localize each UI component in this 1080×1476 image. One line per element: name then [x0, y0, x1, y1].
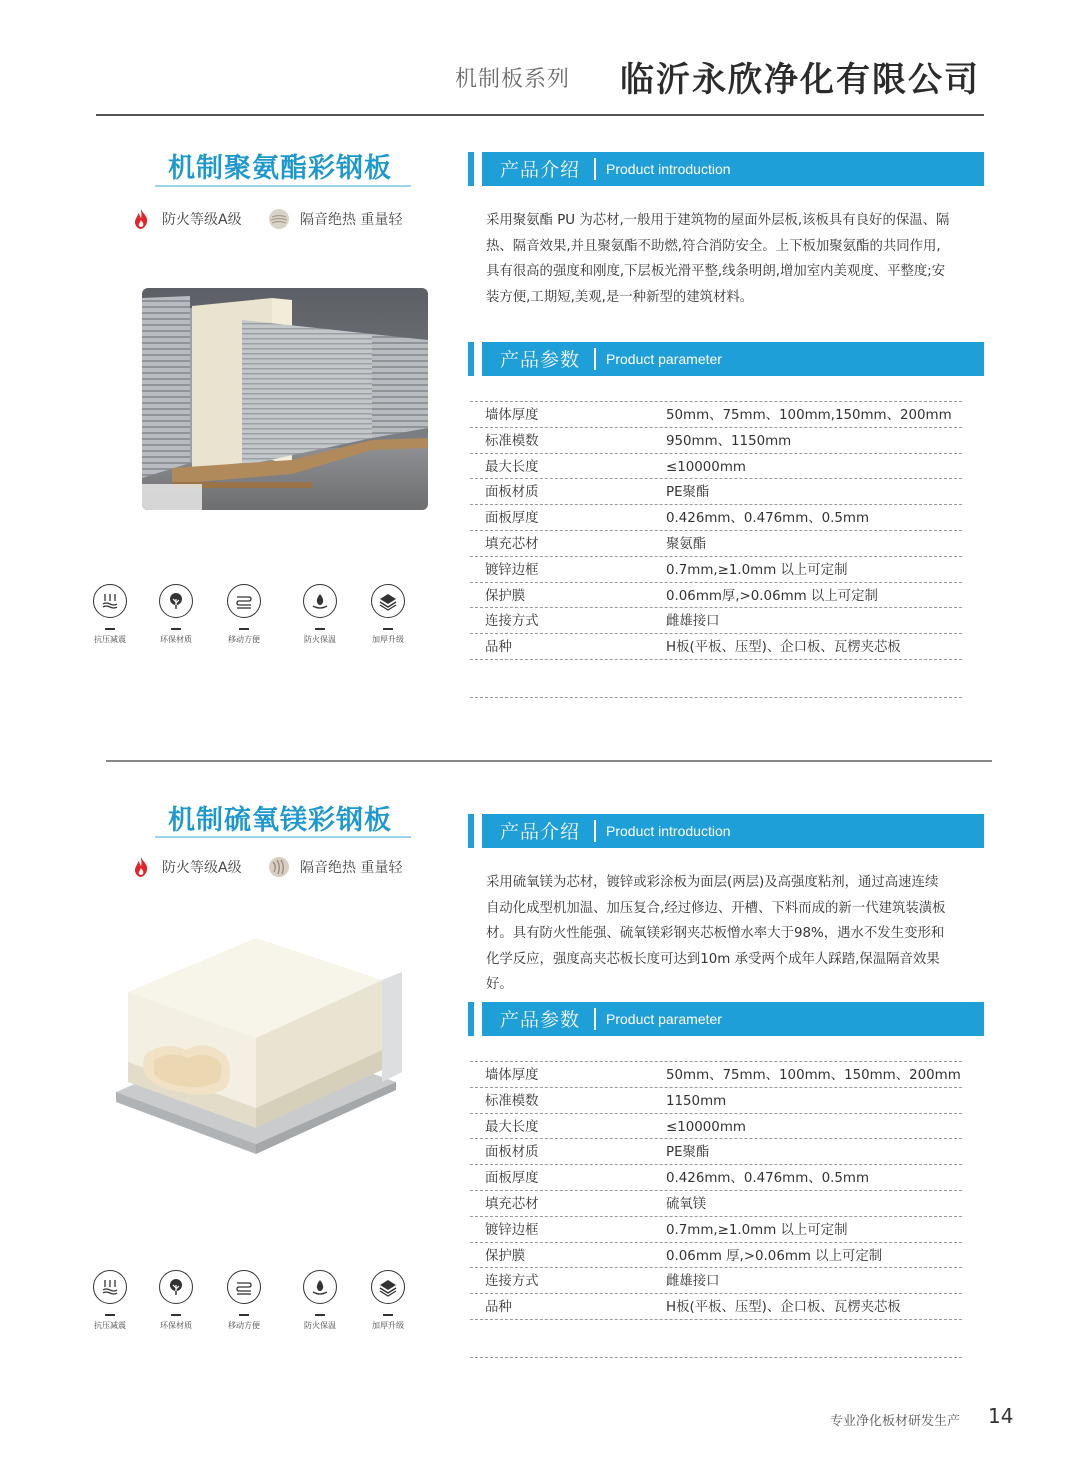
- param-row: 填充芯材 硫氧镁: [470, 1191, 962, 1217]
- feature-label: 防火等级A级: [162, 860, 242, 876]
- intro-line: 采用硫氧镁为芯材，镀锌或彩涂板为面层(两层)及高强度粘剂，通过高速连续: [486, 875, 939, 890]
- param-table: [470, 1052, 962, 1358]
- param-row: 镀锌边框 0.7mm,≥1.0mm 以上可定制: [470, 1217, 962, 1243]
- intro-header-bar: [468, 814, 984, 848]
- param-row: 面板厚度 0.426mm、0.476mm、0.5mm: [470, 505, 962, 531]
- intro-line: 具有很高的强度和刚度,下层板光滑平整,线条明朗,增加室内美观度、平整度;安: [486, 264, 946, 280]
- product-intro: [486, 870, 976, 998]
- section-divider: [106, 760, 992, 762]
- product-intro: [486, 208, 976, 310]
- param-row: 连接方式 雌雄接口: [470, 608, 962, 634]
- intro-line: 热、隔音效果,并且聚氨酯不助燃,符合消防安全。上下板加聚氨酯的共同作用,: [486, 238, 941, 254]
- footer-tagline: 专业净化板材研发生产: [830, 1414, 961, 1429]
- param-table: [470, 392, 962, 698]
- feature-icon-item: [88, 584, 132, 645]
- icon-label: 抗压减震: [94, 634, 126, 644]
- param-header-cn: 产品参数: [500, 1009, 581, 1031]
- param-row: 品种 H板(平板、压型)、企口板、瓦楞夹芯板: [470, 1294, 962, 1320]
- product-photo-pu-panels: [142, 288, 428, 510]
- thicken-icon: [371, 584, 405, 618]
- intro-header-cn: 产品介绍: [500, 821, 581, 843]
- param-row: 保护膜 0.06mm厚,>0.06mm 以上可定制: [470, 583, 962, 609]
- feature-icon-row: [88, 584, 428, 654]
- icon-label: 加厚升级: [372, 1320, 404, 1330]
- pressure-icon: [93, 584, 127, 618]
- feature-icon-item: [88, 1270, 132, 1331]
- sound-insulation-icon: [268, 208, 290, 230]
- feature-icon-item: [222, 1270, 266, 1331]
- feature-sound-insulation: [268, 208, 402, 230]
- thicken-icon: [371, 1270, 405, 1304]
- pressure-icon: [93, 1270, 127, 1304]
- icon-label: 加厚升级: [372, 634, 404, 644]
- param-row: 填充芯材 聚氨酯: [470, 531, 962, 557]
- page-number: 14: [988, 1404, 1014, 1428]
- feature-icon-item: [366, 1270, 410, 1331]
- feature-icon-item: [298, 1270, 342, 1331]
- title-underline: [155, 836, 411, 838]
- intro-line: 化学反应，强度高夹芯板长度可达到10m 承受两个成年人踩踏,保温隔音效果: [486, 951, 940, 967]
- icon-label: 防火保温: [304, 634, 336, 644]
- param-row: 面板材质 PE聚酯: [470, 479, 962, 505]
- icon-label: 防火保温: [304, 1320, 336, 1330]
- product-title: 机制硫氧镁彩钢板: [168, 805, 392, 836]
- param-row: 面板厚度 0.426mm、0.476mm、0.5mm: [470, 1165, 962, 1191]
- feature-fire-rating: [130, 208, 242, 230]
- param-row: 最大长度 ≤10000mm: [470, 454, 962, 480]
- param-header-bar: [468, 1002, 984, 1036]
- icon-label: 移动方便: [228, 634, 260, 644]
- product-title: 机制聚氨酯彩钢板: [168, 153, 392, 184]
- param-row: 品种 H板(平板、压型)、企口板、瓦楞夹芯板: [470, 634, 962, 660]
- param-row: 连接方式 雌雄接口: [470, 1268, 962, 1294]
- feature-label: 防火等级A级: [162, 212, 242, 228]
- intro-header-en: Product introduction: [606, 823, 731, 839]
- eco-icon: [159, 1270, 193, 1304]
- eco-icon: [159, 584, 193, 618]
- icon-label: 抗压减震: [94, 1320, 126, 1330]
- install-icon: [227, 584, 261, 618]
- param-header-en: Product parameter: [606, 1011, 722, 1027]
- param-row: 镀锌边框 0.7mm,≥1.0mm 以上可定制: [470, 557, 962, 583]
- product-section-mgo: [0, 772, 1080, 1412]
- intro-line: 自动化成型机加温、加压复合,经过修边、开槽、下料而成的新一代建筑装潢板: [486, 900, 946, 916]
- intro-line: 好。: [486, 977, 513, 993]
- install-icon: [227, 1270, 261, 1304]
- param-header-en: Product parameter: [606, 351, 722, 367]
- param-row: 保护膜 0.06mm 厚,>0.06mm 以上可定制: [470, 1243, 962, 1269]
- feature-sound-insulation: [268, 856, 402, 878]
- intro-line: 材。具有防火性能强、硫氧镁彩钢夹芯板憎水率大于98%，遇水不发生变形和: [486, 926, 945, 942]
- fireproof-icon: [303, 584, 337, 618]
- icon-label: 环保材质: [160, 634, 192, 644]
- flame-icon: [130, 856, 152, 878]
- intro-line: 采用聚氨酯 PU 为芯材,一般用于建筑物的屋面外层板,该板具有良好的保温、隔: [486, 213, 950, 228]
- icon-label: 环保材质: [160, 1320, 192, 1330]
- intro-header-en: Product introduction: [606, 161, 731, 177]
- feature-icon-item: [154, 1270, 198, 1331]
- param-header-cn: 产品参数: [500, 349, 581, 371]
- flame-icon: [130, 208, 152, 230]
- feature-icon-item: [298, 584, 342, 645]
- param-row: 墙体厚度 50mm、75mm、100mm、150mm、200mm: [470, 1062, 962, 1088]
- feature-icon-item: [366, 584, 410, 645]
- param-row: 标准模数 1150mm: [470, 1088, 962, 1114]
- intro-line: 装方便,工期短,美观,是一种新型的建筑材料。: [486, 289, 754, 305]
- feature-label: 隔音绝热 重量轻: [300, 212, 403, 228]
- company-name: 临沂永欣净化有限公司: [620, 60, 980, 100]
- icon-label: 移动方便: [228, 1320, 260, 1330]
- param-row: 墙体厚度 50mm、75mm、100mm,150mm、200mm: [470, 402, 962, 428]
- header-divider: [96, 114, 984, 116]
- intro-header-cn: 产品介绍: [500, 159, 581, 181]
- feature-icon-row: [88, 1270, 428, 1340]
- fireproof-icon: [303, 1270, 337, 1304]
- intro-header-bar: [468, 152, 984, 186]
- param-header-bar: [468, 342, 984, 376]
- feature-icon-item: [154, 584, 198, 645]
- sound-insulation-icon: [268, 856, 290, 878]
- title-underline: [155, 185, 411, 187]
- series-title: 机制板系列: [455, 67, 571, 92]
- feature-label: 隔音绝热 重量轻: [300, 860, 403, 876]
- product-photo-mgo-panel: [106, 932, 422, 1172]
- feature-fire-rating: [130, 856, 242, 878]
- param-row: 最大长度 ≤10000mm: [470, 1114, 962, 1140]
- feature-icon-item: [222, 584, 266, 645]
- param-row: 标准模数 950mm、1150mm: [470, 428, 962, 454]
- product-section-pu: [0, 118, 1080, 758]
- param-row: 面板材质 PE聚酯: [470, 1139, 962, 1165]
